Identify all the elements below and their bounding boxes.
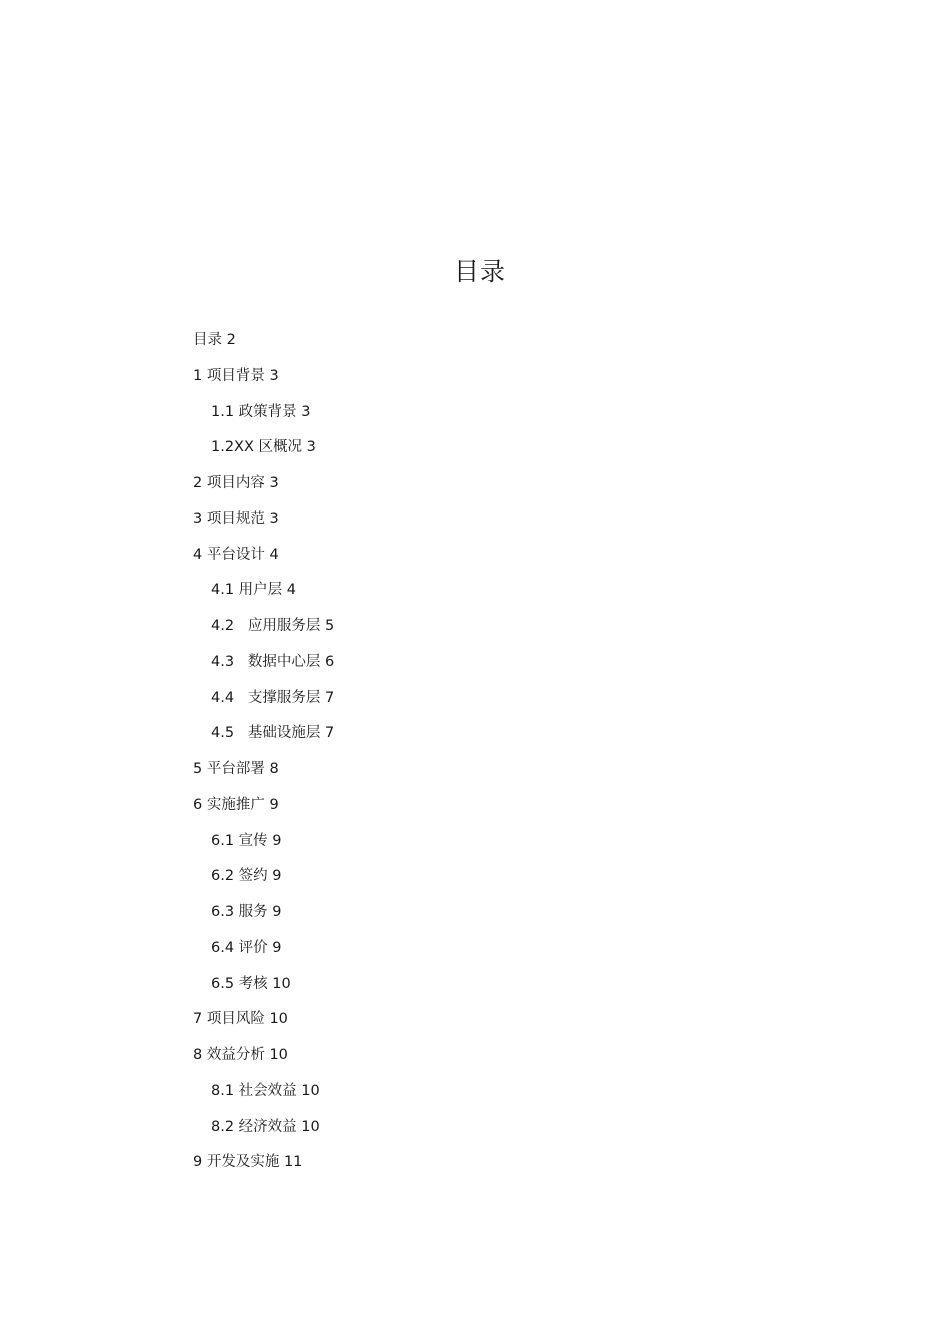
toc-entry[interactable]: 6.3 服务 9 xyxy=(211,904,282,920)
toc-title: 目录 xyxy=(453,257,506,286)
toc-entry[interactable]: 5 平台部署 8 xyxy=(193,761,279,777)
toc-entry[interactable]: 2 项目内容 3 xyxy=(193,475,279,491)
toc-entry[interactable]: 8.1 社会效益 10 xyxy=(211,1082,320,1099)
toc-entry[interactable]: 6.4 评价 9 xyxy=(211,939,282,956)
toc-entry[interactable]: 4.2 应用服务层 5 xyxy=(211,618,335,634)
toc-entry[interactable]: 4.1 用户层 4 xyxy=(211,582,297,599)
toc-entry[interactable]: 目录 2 xyxy=(193,332,236,348)
toc-entry[interactable]: 8 效益分析 10 xyxy=(193,1047,288,1063)
toc-entry[interactable]: 4.5 基础设施层 7 xyxy=(211,725,335,742)
toc-list xyxy=(193,325,793,1183)
toc-entry[interactable]: 7 项目风险 10 xyxy=(193,1011,288,1028)
toc-entry[interactable]: 1.1 政策背景 3 xyxy=(211,403,311,420)
toc-entry[interactable]: 9 开发及实施 11 xyxy=(193,1154,303,1171)
toc-entry[interactable]: 4.4 支撑服务层 7 xyxy=(211,689,335,706)
toc-entry[interactable]: 6.2 签约 9 xyxy=(211,868,282,885)
toc-entry[interactable]: 4 平台设计 4 xyxy=(193,546,279,563)
toc-entry[interactable]: 3 项目规范 3 xyxy=(193,510,279,527)
toc-entry[interactable]: 4.3 数据中心层 6 xyxy=(211,653,335,670)
toc-entry[interactable]: 6 实施推广 9 xyxy=(193,796,279,813)
toc-entry[interactable]: 6.5 考核 10 xyxy=(211,975,291,992)
toc-entry[interactable]: 1.2XX 区概况 3 xyxy=(211,439,316,456)
toc-entry[interactable]: 6.1 宣传 9 xyxy=(211,832,282,849)
toc-entry[interactable]: 1 项目背景 3 xyxy=(193,367,279,384)
toc-entry[interactable]: 8.2 经济效益 10 xyxy=(211,1118,320,1135)
